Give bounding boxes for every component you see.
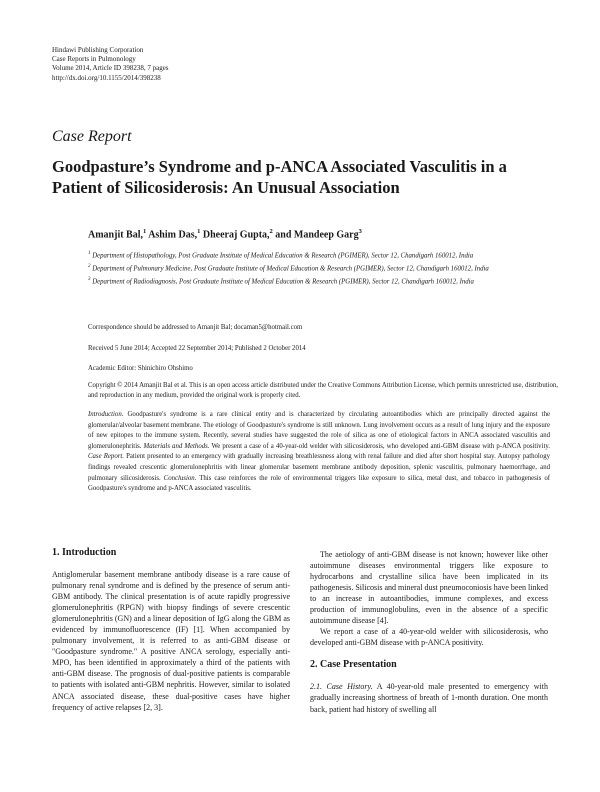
- article-dates: Received 5 June 2014; Accepted 22 September 2014; Published 2 October 2014: [88, 345, 306, 352]
- journal-name: Case Reports in Pulmonology: [52, 55, 136, 64]
- author-affiliation-mark: 3: [358, 228, 362, 235]
- abstract-conclusion-label: Conclusion.: [163, 474, 197, 482]
- abstract-intro-text: Goodpasture's syndrome is a rare clinical entity and is characterized by circulating autoantibodies which are principally directed against the glomerular/alveolar basement membrane. The etiology of Goodpasture's syndrome is still unknown. Lung involvement occurs as a result of lung injury and the exposure of new epitopes to the immune system. Recently, several studies have suggested the role of silica as one of etiological factors in ANCA associated vasculitis and glomerulonephritis.: [88, 411, 550, 450]
- author-name: Ashim Das,: [146, 229, 198, 241]
- left-column: [52, 546, 290, 713]
- abstract-intro-label: Introduction.: [88, 411, 124, 418]
- abstract-case-text: Patient presented to an emergency with gradually increasing breathlessness along with renal failure and died after short hospital stay. Autopsy pathology findings revealed crescentic glomerulonephritis with linear glomerular basement membrane antibody deposition, splenic vasculitis, pulmonary haemorrhage, and pulmonary silicosiderosis.: [88, 453, 550, 482]
- affiliation-number: 3: [88, 277, 91, 283]
- case-summary-paragraph: We report a case of a 40-year-old welder with silicosiderosis, who developed anti-GBM disease with p-ANCA positivity.: [310, 627, 548, 648]
- article-title: Goodpasture’s Syndrome and p-ANCA Associated Vasculitis in a Patient of Silicosiderosis: An Unusual Association: [52, 157, 507, 197]
- copyright-notice: Copyright © 2014 Amanjit Bal et al. This is an open access article distributed under the Creative Commons Attribution License, which permits unrestricted use, distribution, and reproduction in any medium, provided the original work is properly cited.: [88, 382, 558, 399]
- article-type: Case Report: [52, 128, 132, 145]
- affiliation-item: [88, 275, 558, 287]
- correspondence: Correspondence should be addressed to Amanjit Bal; docaman5@hotmail.com: [88, 324, 303, 331]
- abstract-methods-text: We present a case of a 40-year-old welder with silicosiderosis, who developed anti-GBM disease with p-ANCA positivity.: [209, 442, 551, 450]
- abstract-methods-label: Materials and Methods.: [143, 442, 210, 450]
- affiliation-number: 2: [88, 264, 91, 270]
- author-affiliation-mark: 1: [197, 228, 201, 235]
- publisher: Hindawi Publishing Corporation: [52, 46, 144, 54]
- abstract-conclusion-text: This case reinforces the role of environmental triggers like exposure to silica, metal dust, and tobacco in pathogenesis of Goodpasture's syndrome and p-ANCA associated vasculitis.: [88, 474, 550, 493]
- author-name: and Mandeep Garg: [272, 229, 359, 241]
- case-history-paragraph: [310, 681, 548, 714]
- affiliation-text: Department of Pulmonary Medicine, Post Graduate Institute of Medical Education & Research (PGIMER), Sector 12, Chandigarh 160012, India: [92, 265, 489, 273]
- case-history-text: A 40-year-old male presented to emergency with gradually increasing shortness of breath of 1-month duration. One month back, patient had history of swelling all: [310, 682, 548, 714]
- author-list: [88, 228, 362, 240]
- right-column: [310, 549, 548, 715]
- abstract-case-label: Case Report.: [88, 453, 124, 461]
- affiliation-item: [88, 262, 558, 274]
- author-affiliation-mark: 2: [269, 228, 273, 235]
- journal-header: [52, 46, 169, 83]
- aetiology-paragraph: The aetiology of anti-GBM disease is not known; however like other autoimmune diseases environmental triggers like exposure to hydrocarbons and crystalline silica have been implicated in its pathogenesis. Silicosis and mineral dust pneumoconiosis have been linked to an increase in autoantibodies, immune complexes, and excess production of immunoglobulins, even in the absence of a specific autoimmune disease [4].: [310, 550, 548, 626]
- abstract: [88, 410, 550, 495]
- volume-info: Volume 2014, Article ID 398238, 7 pages: [52, 64, 169, 73]
- affiliations: [88, 249, 558, 288]
- affiliation-number: 1: [88, 251, 91, 256]
- section-heading-introduction: 1. Introduction: [52, 547, 117, 558]
- affiliation-item: [88, 249, 558, 261]
- section-heading-case-presentation: 2. Case Presentation: [310, 659, 397, 671]
- doi-link[interactable]: http://dx.doi.org/10.1155/2014/398238: [52, 73, 161, 82]
- author-affiliation-mark: 1: [143, 228, 147, 235]
- case-history-label: 2.1. Case History.: [310, 682, 373, 692]
- academic-editor: Academic Editor: Shinichiro Ohshimo: [88, 365, 193, 372]
- affiliation-text: Department of Radiodiagnosis, Post Graduate Institute of Medical Education & Research (PGIMER), Sector 12, Chandigarh 160012, India: [92, 278, 474, 286]
- author-name: Dheeraj Gupta,: [200, 229, 270, 241]
- intro-paragraph: Antiglomerular basement membrane antibody disease is a rare cause of pulmonary renal syndrome and is defined by the presence of serum anti-GBM antibody. The clinical presentation is of acute rapidly progressive glomerulonephritis (RPGN) with biopsy findings of severe crescentic glomerulonephritis (GN) and a linear deposition of IgG along the GBM as evidenced by immunofluorescence (IF) [1]. When accompanied by pulmonary involvement, it is referred to as anti-GBM disease or "Goodpasture syndrome." A positive ANCA serology, especially anti-MPO, has been identified in approximately a third of the patients with anti-GBM disease. The prognosis of dual-positive patients is comparable to patients with isolated anti-GBM nephritis. However, similar to isolated ANCA associated disease, these dual-positive cases have higher frequency of active relapses [2, 3].: [52, 570, 290, 712]
- author-name: Amanjit Bal,: [88, 229, 143, 241]
- affiliation-text: Department of Histopathology, Post Graduate Institute of Medical Education & Research (PGIMER), Sector 12, Chandigarh 160012, India: [92, 252, 474, 260]
